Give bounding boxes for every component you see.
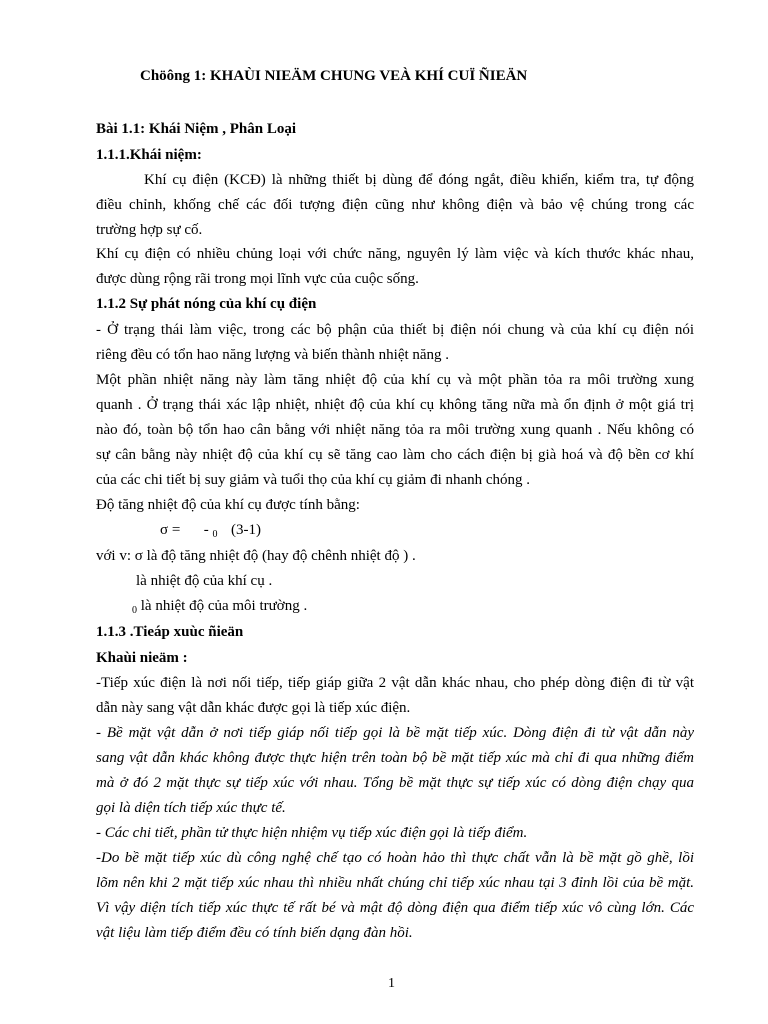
paragraph-line: riêng đều có tổn hao năng lượng và biến thành nhiệt năng . xyxy=(96,347,450,363)
section-1-1-3-heading: 1.1.3 .Tieáp xuùc ñieän xyxy=(96,624,244,640)
paragraph-line: Độ tăng nhiệt độ của khí cụ được tính bằng: xyxy=(96,497,360,513)
chapter-title: Chöông 1: KHAÙI NIEÄM CHUNG VEÀ KHÍ CUÏ ÑIEÄN xyxy=(140,68,528,84)
paragraph-line: - Bề mặt vật dẫn ở nơi tiếp giáp nối tiếp gọi là bề mặt tiếp xúc. Dòng điện đi từ vật dẫn này xyxy=(96,725,694,741)
formula-number: (3-1) xyxy=(231,522,262,538)
definition-text: là nhiệt độ của môi trường . xyxy=(137,598,308,614)
paragraph-line: vật liệu làm tiếp điểm đều có tính biến dạng đàn hồi. xyxy=(96,925,413,941)
paragraph-line: mà ở đó 2 mặt thực sự tiếp xúc với nhau. Tổng bề mặt thực sự tiếp xúc có dòng điện chạy qua xyxy=(96,775,694,791)
formula-3-1 xyxy=(160,521,261,544)
formula-subscript: 0 xyxy=(212,529,218,540)
definition-line: là nhiệt độ của khí cụ . xyxy=(136,573,273,589)
paragraph-line: Vì vậy diện tích tiếp xúc thực tế rất bé và mật độ dòng điện qua điểm tiếp xúc vô cùng lớn. Các xyxy=(96,900,694,916)
section-1-1-2-heading: 1.1.2 Sự phát nóng của khí cụ điện xyxy=(96,296,317,312)
paragraph-line: trường hợp sự cố. xyxy=(96,222,203,238)
paragraph-line: Khí cụ điện có nhiều chủng loại với chức năng, nguyên lý làm việc và kích thước khác nhau, xyxy=(96,246,694,262)
paragraph-line: -Do bề mặt tiếp xúc dù công nghệ chế tạo có hoàn hảo thì thực chất vẫn là bề mặt gồ ghề, lồi xyxy=(96,850,694,866)
paragraph-line: dẫn này sang vật dẫn khác được gọi là tiếp xúc điện. xyxy=(96,700,411,716)
paragraph-line: quanh . Ở trạng thái xác lập nhiệt, nhiệt độ của khí cụ không tăng nữa mà ổn định ở một giá trị xyxy=(96,397,694,413)
paragraph-line: gọi là diện tích tiếp xúc thực tế. xyxy=(96,800,286,816)
definition-line: với v: σ là độ tăng nhiệt độ (hay độ chênh nhiệt độ ) . xyxy=(96,548,416,564)
page-number: 1 xyxy=(388,976,395,991)
concept-heading: Khaùi nieäm : xyxy=(96,650,188,666)
paragraph-line: -Tiếp xúc điện là nơi nối tiếp, tiếp giáp giữa 2 vật dẫn khác nhau, cho phép dòng điện đi từ vật xyxy=(96,675,694,691)
paragraph-line: được dùng rộng rãi trong mọi lĩnh vực của cuộc sống. xyxy=(96,271,419,287)
paragraph-line: Khí cụ điện (KCĐ) là những thiết bị dùng để đóng ngắt, điều khiển, kiểm tra, tự động xyxy=(144,172,694,188)
formula-minus: - xyxy=(203,522,209,538)
paragraph-line: điều chỉnh, khống chế các đối tượng điện cũng như không điện và bảo vệ chúng trong các xyxy=(96,197,694,213)
paragraph-line: - Ở trạng thái làm việc, trong các bộ phận của thiết bị điện nói chung và của khí cụ điện nói xyxy=(96,322,694,338)
paragraph-line: của các chi tiết bị suy giảm và tuổi thọ của khí cụ giảm đi nhanh chóng . xyxy=(96,472,531,488)
paragraph-line: nào đó, toàn bộ tổn hao cân bằng với nhiệt năng tỏa ra môi trường xung quanh . Nếu không có xyxy=(96,422,694,438)
section-1-1-1-heading: 1.1.1.Khái niệm: xyxy=(96,147,202,163)
lesson-title: Bài 1.1: Khái Niệm , Phân Loại xyxy=(96,121,297,137)
paragraph-line: - Các chi tiết, phần tử thực hiện nhiệm vụ tiếp xúc điện gọi là tiếp điểm. xyxy=(96,825,528,841)
definition-line xyxy=(132,597,307,620)
paragraph-line: sự cân bằng này nhiệt độ của khí cụ sẽ tăng cao làm cho cách điện bị già hoá và độ bền cơ khí xyxy=(96,447,694,463)
paragraph-line: sang vật dẫn khác không được thực hiện trên toàn bộ bề mặt tiếp xúc mà chỉ đi qua những điểm xyxy=(96,750,694,766)
formula-lhs: σ = xyxy=(160,522,181,538)
paragraph-line: Một phần nhiệt năng này làm tăng nhiệt độ của khí cụ và một phần tỏa ra môi trường xung xyxy=(96,372,694,388)
paragraph-line: lõm nên khi 2 mặt tiếp xúc nhau thì nhiều nhất chúng chỉ tiếp xúc nhau tại 3 đỉnh lồi của bề mặt. xyxy=(96,875,694,891)
definition-subscript: 0 xyxy=(132,605,137,616)
